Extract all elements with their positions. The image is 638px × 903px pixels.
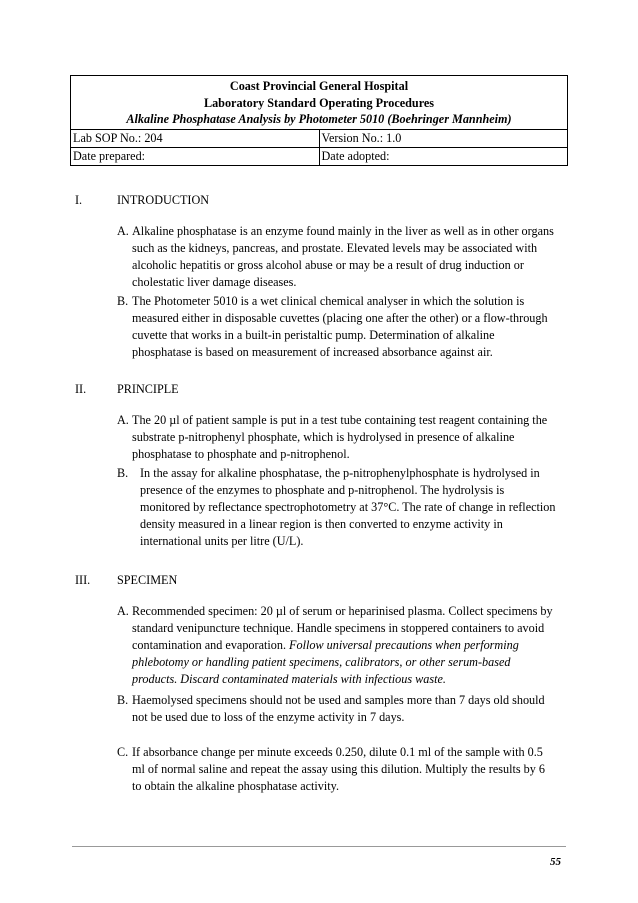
page-number: 55 bbox=[550, 856, 561, 868]
item-text: Haemolysed specimens should not be used and samples more than 7 days old should not be used due to loss of the enzyme activity in 7 days. bbox=[132, 693, 545, 724]
date-adopted: Date adopted: bbox=[319, 147, 568, 165]
item-text bbox=[132, 603, 557, 688]
section-numeral: II. bbox=[75, 382, 87, 396]
procedure-title: Alkaline Phosphatase Analysis by Photometer 5010 (Boehringer Mannheim) bbox=[126, 112, 512, 126]
item-text-plain: Recommended specimen: 20 µl of serum or heparinised plasma. Collect specimens by standard venipuncture technique. Handle specimens in stoppered containers to avoid contamination and evaporation. bbox=[132, 604, 553, 652]
sop-title-cell bbox=[71, 76, 568, 130]
list-item bbox=[117, 223, 557, 291]
sop-number: Lab SOP No.: 204 bbox=[71, 129, 320, 147]
item-marker: C. bbox=[117, 745, 129, 759]
list-item bbox=[117, 465, 557, 550]
section-heading: SPECIMEN bbox=[117, 573, 178, 587]
document-subtitle: Laboratory Standard Operating Procedures bbox=[203, 95, 435, 110]
item-marker: A. bbox=[117, 224, 129, 238]
item-marker: B. bbox=[117, 693, 129, 707]
list-item bbox=[117, 603, 557, 688]
item-text: If absorbance change per minute exceeds 0.250, dilute 0.1 ml of the sample with 0.5 ml of normal saline and repeat the assay using this dilution. Multiply the results by 6 to obtain the alkaline phosphatase activity. bbox=[132, 745, 545, 793]
list-item bbox=[117, 744, 557, 795]
item-marker: B. bbox=[117, 466, 129, 480]
item-text: Alkaline phosphatase is an enzyme found mainly in the liver as well as in other organs such as the kidneys, pancreas, and prostate. Elevated levels may be associated with alcoholic hepatitis or gross alcohol abuse or may be a result of drug induction or cholestatic liver damage diseases. bbox=[132, 224, 554, 289]
item-marker: B. bbox=[117, 294, 129, 308]
item-text: The Photometer 5010 is a wet clinical chemical analyser in which the solution is measured either in disposable cuvettes (placing one after the other) or a flow-through cuvette that works in a built-in peristaltic pump. Determination of alkaline phosphatase is based on measurement of increased absorbance against air. bbox=[132, 294, 548, 359]
section-heading: PRINCIPLE bbox=[117, 382, 179, 396]
list-item bbox=[117, 692, 557, 726]
item-text: The 20 µl of patient sample is put in a test tube containing test reagent containing the substrate p-nitrophenyl phosphate, which is hydrolysed in presence of alkaline phosphatase to phosphate and p-nitrophenol. bbox=[132, 413, 548, 461]
sop-header-table bbox=[70, 75, 568, 166]
item-text: In the assay for alkaline phosphatase, the p-nitrophenylphosphate is hydrolysed in presence of the enzymes to phosphate and p-nitrophenol. The hydrolysis is monitored by reflectance spectrophotometry at 37°C. The rate of change in reflection density measured in a linear region is then converted to enzyme activity in international units per litre (U/L). bbox=[140, 466, 556, 548]
section-numeral: I. bbox=[75, 193, 83, 207]
date-prepared: Date prepared: bbox=[71, 147, 320, 165]
hospital-name: Coast Provincial General Hospital bbox=[229, 79, 409, 93]
item-text-italic: Follow universal precautions when performing phlebotomy or handling patient specimens, calibrators, or other serum-based products. Discard contaminated materials with infectious waste. bbox=[132, 638, 519, 686]
list-item bbox=[117, 412, 557, 463]
footer-divider bbox=[72, 846, 566, 847]
item-marker: A. bbox=[117, 604, 129, 618]
section-heading: INTRODUCTION bbox=[117, 193, 210, 207]
item-marker: A. bbox=[117, 413, 129, 427]
list-item bbox=[117, 293, 557, 361]
version-number: Version No.: 1.0 bbox=[319, 129, 568, 147]
section-numeral: III. bbox=[75, 573, 91, 587]
